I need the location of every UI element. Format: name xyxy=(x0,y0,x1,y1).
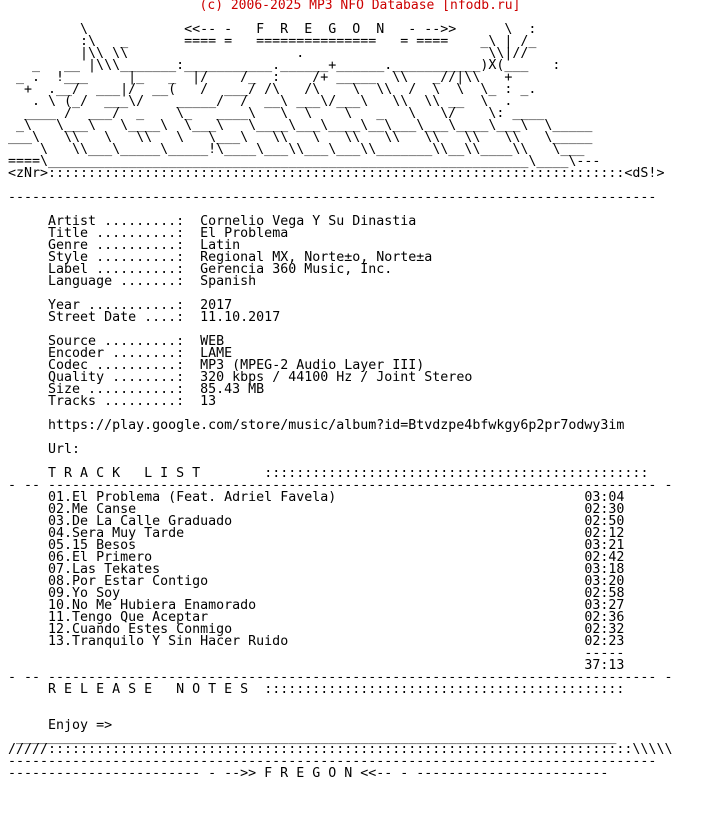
track-title: 07.Las Tekates xyxy=(48,562,161,577)
info-value: 13 xyxy=(200,394,217,409)
info-value: 85.43 MB xyxy=(200,382,265,397)
info-value: El Problema xyxy=(200,226,289,241)
info-value: 2017 xyxy=(200,298,233,313)
total-rule: ----- xyxy=(584,646,625,661)
info-value: 320 kbps / 44100 Hz / Joint Stereo xyxy=(200,370,473,385)
info-row xyxy=(8,276,672,288)
track-title: 08.Por Estar Contigo xyxy=(48,574,209,589)
copyright-line: (c) 2006-2025 MP3 NFO Database [nfodb.ru] xyxy=(199,0,521,13)
info-key: Tracks .........: xyxy=(48,394,185,409)
info-value: Regional MX, Norte±o, Norte±a xyxy=(200,250,433,265)
info-key: Street Date ....: xyxy=(48,310,185,325)
track-time: 02:50 xyxy=(584,514,625,529)
release-notes-heading-line xyxy=(8,684,672,696)
rule-line: --------------------------------------------------------------------------------- xyxy=(8,190,657,205)
info-value: LAME xyxy=(200,346,233,361)
track-title: 13.Tranquilo Y Sin Hacer Ruido xyxy=(48,634,289,649)
track-title: 10.No Me Hubiera Enamorado xyxy=(48,598,257,613)
info-key: Title ..........: xyxy=(48,226,185,241)
info-row xyxy=(8,312,672,324)
info-value: Spanish xyxy=(200,274,257,289)
footer-sign: ------------------------ - -->> F R E G O N <<-- - ------------------------ xyxy=(8,766,609,781)
track-title: 05.15 Besos xyxy=(48,538,137,553)
nfo-document xyxy=(8,0,672,792)
track-time: 02:23 xyxy=(584,634,625,649)
info-value: 11.10.2017 xyxy=(200,310,281,325)
track-time: 02:42 xyxy=(584,550,625,565)
tracklist-dots: :::::::::::::::::::::::::::::::::::::::::::::::: xyxy=(264,466,649,481)
info-key: Size ...........: xyxy=(48,382,185,397)
info-key: Year ...........: xyxy=(48,298,185,313)
release-notes-dots: ::::::::::::::::::::::::::::::::::::::::::::: xyxy=(264,682,625,697)
dash-rule: - -- ---------------------------------------------------------------------------- - xyxy=(8,670,673,685)
track-title: 01.El Problema (Feat. Adriel Favela) xyxy=(48,490,337,505)
zbar-line: <zNr>::::::::::::::::::::::::::::::::::::::::::::::::::::::::::::::::::::::::<dS!> xyxy=(8,166,665,181)
info-value: Cornelio Vega Y Su Dinastia xyxy=(200,214,417,229)
store-url-line xyxy=(8,420,672,432)
track-title: 06.El Primero xyxy=(48,550,153,565)
info-key: Label ..........: xyxy=(48,262,185,277)
info-value: Gerencia 360 Music, Inc. xyxy=(200,262,393,277)
track-time: 03:20 xyxy=(584,574,625,589)
info-key: Source .........: xyxy=(48,334,185,349)
track-time: 02:30 xyxy=(584,502,625,517)
info-value: WEB xyxy=(200,334,225,349)
url-line xyxy=(8,444,672,456)
footer-bar: /////:::::::::::::::::::::::::::::::::::::::::::::::::::::::::::::::::::::::::\\\\\ xyxy=(8,742,673,757)
track-time: 03:21 xyxy=(584,538,625,553)
info-key: Language .......: xyxy=(48,274,185,289)
spacer xyxy=(8,696,672,708)
track-time: 03:18 xyxy=(584,562,625,577)
info-value: Latin xyxy=(200,238,241,253)
track-title: 11.Tengo Que Aceptar xyxy=(48,610,209,625)
track-list xyxy=(8,492,672,648)
track-title: 09.Yo Soy xyxy=(48,586,121,601)
info-key: Codec ..........: xyxy=(48,358,185,373)
track-time: 02:58 xyxy=(584,586,625,601)
spacer xyxy=(8,432,672,444)
tracklist-heading: T R A C K L I S T xyxy=(48,466,201,481)
url-label: Url: xyxy=(48,442,81,457)
track-time: 02:32 xyxy=(584,622,625,637)
info-value: MP3 (MPEG-2 Audio Layer III) xyxy=(200,358,425,373)
track-title: 12.Cuando Estes Conmigo xyxy=(48,622,233,637)
track-title: 03.De La Calle Graduado xyxy=(48,514,233,529)
track-time: 02:36 xyxy=(584,610,625,625)
track-time: 02:12 xyxy=(584,526,625,541)
track-title: 02.Me Canse xyxy=(48,502,137,517)
info-key: Quality ........: xyxy=(48,370,185,385)
info-row xyxy=(8,396,672,408)
info-key: Artist .........: xyxy=(48,214,185,229)
track-time: 03:27 xyxy=(584,598,625,613)
track-time: 03:04 xyxy=(584,490,625,505)
track-title: 04.Sera Muy Tarde xyxy=(48,526,185,541)
total-time: 37:13 xyxy=(584,658,625,673)
info-key: Encoder ........: xyxy=(48,346,185,361)
release-info xyxy=(8,216,672,408)
footer-rule: --------------------------------------------------------------------------------- xyxy=(8,754,657,769)
info-key: Genre ..........: xyxy=(48,238,185,253)
dash-rule: - -- ---------------------------------------------------------------------------- - xyxy=(8,478,673,493)
footer-underline: ___________________________________________________________________________ xyxy=(8,730,617,745)
release-notes-heading: R E L E A S E N O T E S xyxy=(48,682,249,697)
info-key: Style ..........: xyxy=(48,250,185,265)
ascii-logo: \ <<-- - F R E G O N - -->> \ : :\ _ ==== = =============== = ==== _\ | /_ |\\ \\ . \\|// _ __ |\\\_______:___________.______+______.___________)X(___ : _ . !___ |_ _ |/ /_ : /+ _____ \\ _//|\\ + + .__/ ___|/ __( / ___/ /\ /\ \ \\ / \ \ \_ : _. . \ (_/ ___\/ _____/ / __\ ___\/___\ \\ \\ __ \ . ____ / ___/ _ \_ ____\ \ \ \ _ \ \/ \: ____ _\ \___\ \____\ \___\ \____\___\____\__\___\___\____\___\ \_____ ___\ \\ \ \\ \ \___\ \\ \ \\ \\ \\ \\ \\ \_____ \ \\___\_____\_____!\____\___\\___\___\\_______\\__\\____\\ \___ ====\____________________________________________________________\____\--- xyxy=(8,22,601,169)
enjoy-text: Enjoy => xyxy=(48,718,113,733)
store-url[interactable]: https://play.google.com/store/music/album?id=Btvdzpe4bfwkgy6p2pr7odwy3im xyxy=(48,418,625,433)
